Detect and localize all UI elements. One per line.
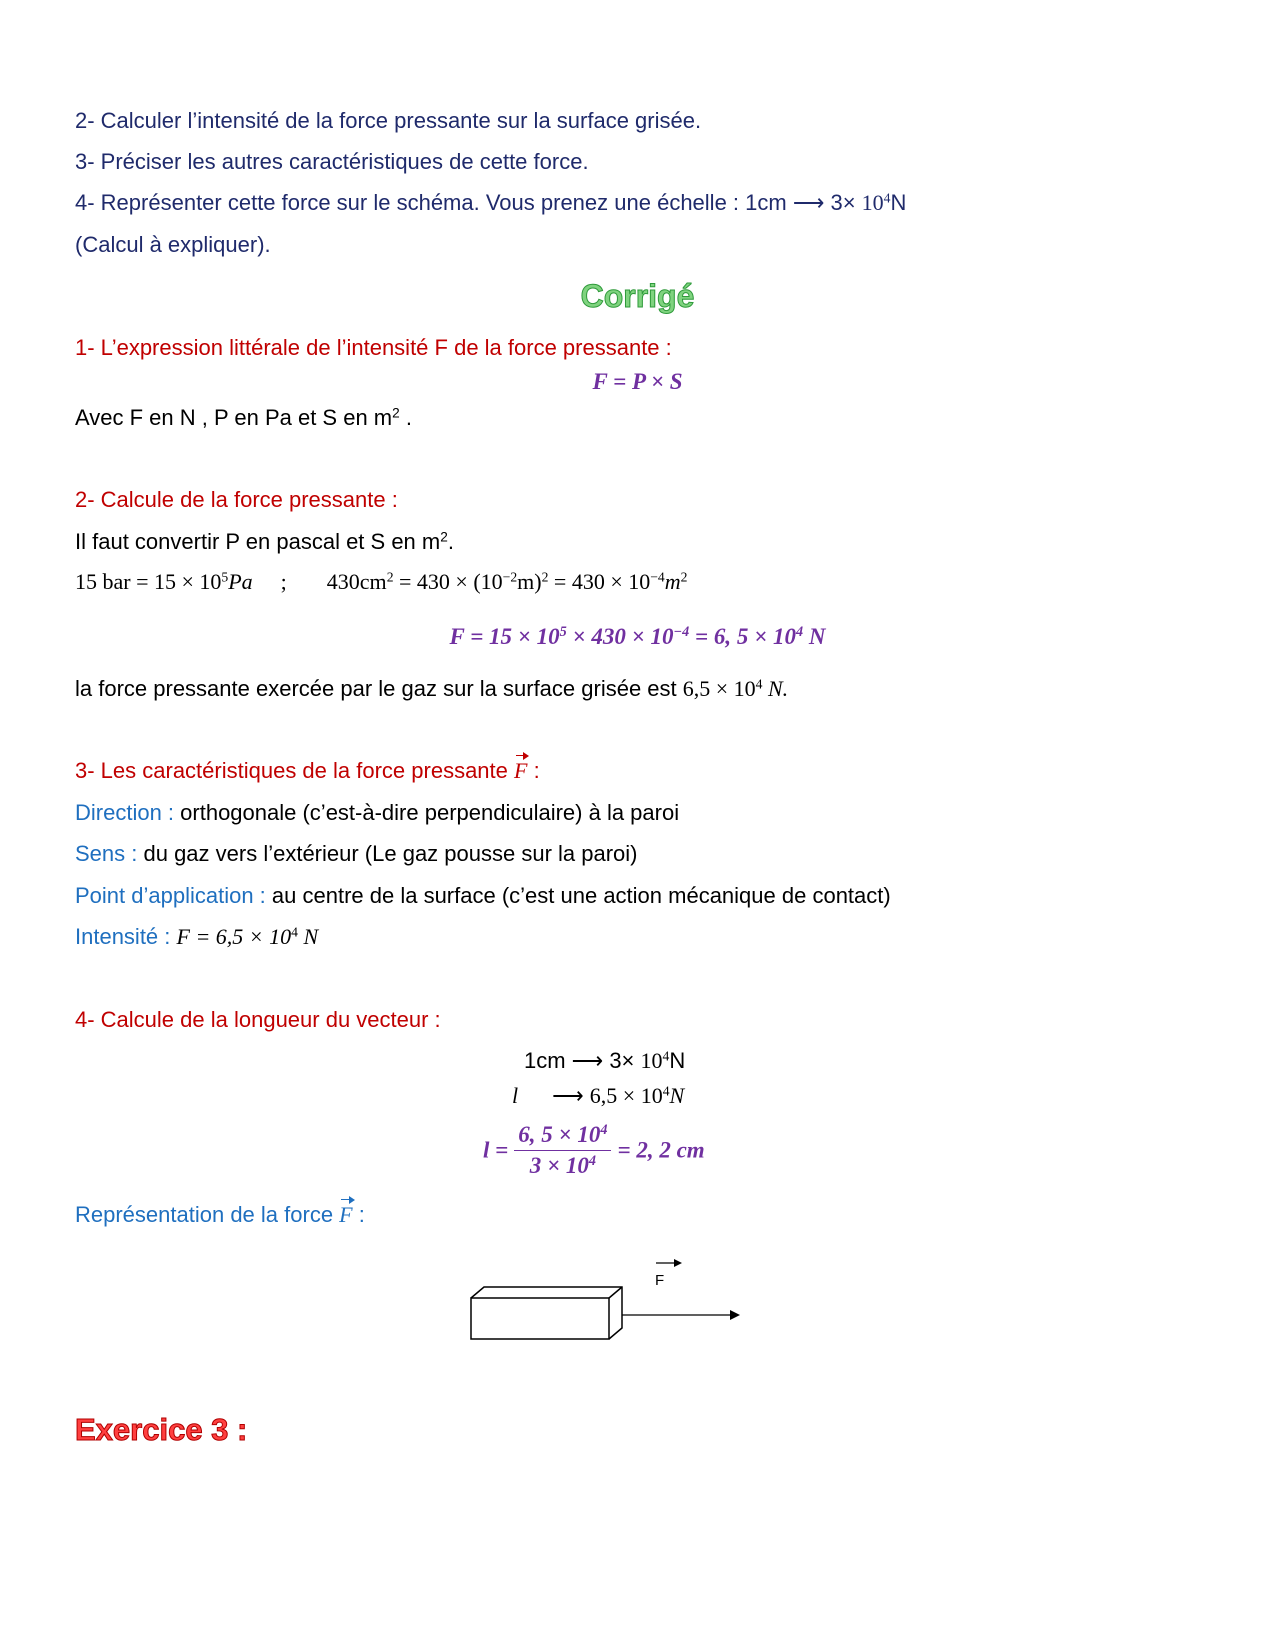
question-2: 2- Calculer l’intensité de la force pressante sur la surface grisée. [75,108,702,133]
question-4: 4- Représenter cette force sur le schéma. Vous prenez une échelle : 1cm ⟶ $3\times 10^4N$ [75,190,907,215]
force-vector-arrowhead [730,1310,740,1320]
fraction: $\frac{6, 5 \times 10^4}{3 \times 10^4}$ [514,1122,611,1179]
box-3d [471,1287,622,1339]
units-line: Avec F en N , P en Pa et S en $m^2$ . [75,405,412,430]
length-fraction: l = $\frac{6, 5 \times 10^4}{3 \times 10^4}$ = 2, 2 cm [483,1122,705,1178]
section-3-heading: 3- Les caractéristiques de la force pressante F : [75,758,540,783]
intensite-line: Intensité : $F = 6,5 \times 10^4$ N [75,924,319,949]
point-application-line: Point d’application : au centre de la surface (c’est une action mécanique de contact) [75,883,891,908]
scale-line-2: l ⟶ $6,5 \times 10^4N$ [512,1083,685,1108]
convert-line: Il faut convertir P en pascal et S en $m^2$. [75,529,454,554]
label-vector-arrowhead [674,1259,682,1267]
vector-f-symbol: F [339,1202,353,1227]
exercise-3-title: Exercice 3 : [75,1412,248,1447]
question-4-note: (Calcul à expliquer). [75,232,271,257]
result-line: la force pressante exercée par le gaz sur la surface grisée est $6,5 \times 10^4$ N. [75,676,789,701]
direction-line: Direction : orthogonale (c’est-à-dire perpendiculaire) à la paroi [75,800,680,825]
corrige-title: Corrigé [580,278,695,314]
diagram-force-label: F [655,1272,665,1289]
section-2-heading: 2- Calcule de la force pressante : [75,487,398,512]
section-1-heading: 1- L’expression littérale de l’intensité F de la force pressante : [75,335,672,360]
conversion-line: 15 bar = $15 \times 10^5Pa$ ; $430cm^2 = 430 \times (10^{-2}m)^2 = 430 \times 10^{-4}m^2$ [75,569,688,594]
force-calculation: $F = 15 \times 10^5 \times 430 \times 10^{-4} = 6$, $5 \times 10^4$ N [449,624,826,649]
section-4-heading: 4- Calcule de la longueur du vecteur : [75,1007,441,1032]
vector-f-symbol: F [514,758,528,783]
sens-line: Sens : du gaz vers l’extérieur (Le gaz pousse sur la paroi) [75,841,638,866]
scale-line-1: 1cm ⟶ $3\times 10^4N$ [524,1048,686,1073]
formula-f-ps: F = P × S [592,369,683,394]
force-diagram [460,1250,760,1360]
question-3: 3- Préciser les autres caractéristiques de cette force. [75,149,589,174]
representation-label: Représentation de la force F : [75,1202,365,1227]
